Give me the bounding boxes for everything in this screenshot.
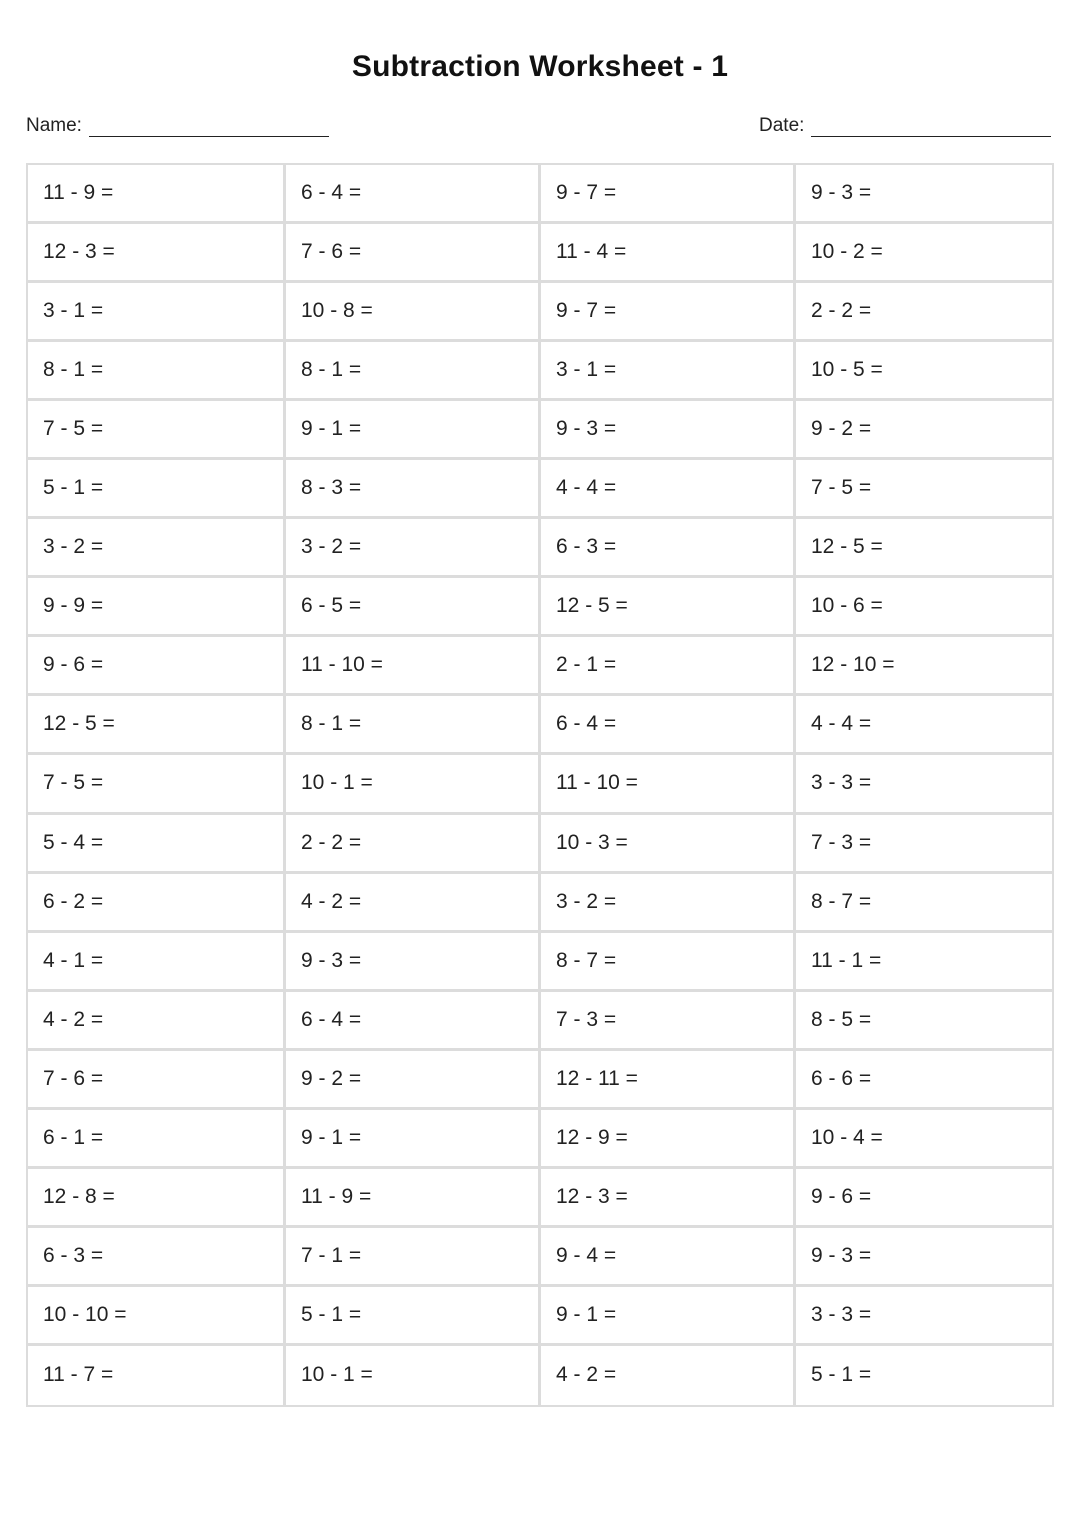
problem-cell[interactable]: 6 - 3 =: [28, 1228, 286, 1287]
problem-cell[interactable]: 6 - 3 =: [541, 519, 796, 578]
problem-cell[interactable]: 8 - 1 =: [28, 342, 286, 401]
problem-cell[interactable]: 4 - 2 =: [286, 874, 541, 933]
problem-cell[interactable]: 12 - 9 =: [541, 1110, 796, 1169]
problem-cell[interactable]: 2 - 2 =: [796, 283, 1052, 342]
date-field: [759, 115, 1051, 137]
problem-cell[interactable]: 9 - 1 =: [286, 401, 541, 460]
problem-cell[interactable]: 4 - 1 =: [28, 933, 286, 992]
problem-cell[interactable]: 10 - 2 =: [796, 224, 1052, 283]
problem-cell[interactable]: 3 - 3 =: [796, 755, 1052, 814]
problem-cell[interactable]: 6 - 1 =: [28, 1110, 286, 1169]
problem-grid: [26, 163, 1054, 1407]
problem-cell[interactable]: 12 - 5 =: [28, 696, 286, 755]
name-label: Name:: [26, 115, 82, 136]
problem-cell[interactable]: 11 - 4 =: [541, 224, 796, 283]
problem-cell[interactable]: 8 - 1 =: [286, 696, 541, 755]
meta-row: [26, 115, 1054, 145]
problem-cell[interactable]: 8 - 1 =: [286, 342, 541, 401]
problem-cell[interactable]: 10 - 1 =: [286, 1346, 541, 1405]
problem-cell[interactable]: 4 - 4 =: [796, 696, 1052, 755]
problem-cell[interactable]: 9 - 1 =: [286, 1110, 541, 1169]
problem-cell[interactable]: 4 - 4 =: [541, 460, 796, 519]
problem-cell[interactable]: 9 - 4 =: [541, 1228, 796, 1287]
problem-cell[interactable]: 3 - 2 =: [28, 519, 286, 578]
problem-cell[interactable]: 12 - 5 =: [541, 578, 796, 637]
problem-cell[interactable]: 11 - 10 =: [541, 755, 796, 814]
problem-cell[interactable]: 10 - 1 =: [286, 755, 541, 814]
problem-cell[interactable]: 10 - 6 =: [796, 578, 1052, 637]
problem-cell[interactable]: 4 - 2 =: [28, 992, 286, 1051]
problem-cell[interactable]: 5 - 4 =: [28, 815, 286, 874]
problem-cell[interactable]: 10 - 3 =: [541, 815, 796, 874]
problem-cell[interactable]: 12 - 5 =: [796, 519, 1052, 578]
problem-cell[interactable]: 7 - 5 =: [796, 460, 1052, 519]
problem-cell[interactable]: 9 - 2 =: [796, 401, 1052, 460]
problem-cell[interactable]: 9 - 6 =: [796, 1169, 1052, 1228]
problem-cell[interactable]: 11 - 7 =: [28, 1346, 286, 1405]
problem-cell[interactable]: 6 - 4 =: [286, 992, 541, 1051]
problem-cell[interactable]: 9 - 3 =: [796, 165, 1052, 224]
worksheet-title: Subtraction Worksheet - 1: [351, 50, 729, 83]
problem-cell[interactable]: 9 - 2 =: [286, 1051, 541, 1110]
date-label: Date:: [759, 115, 805, 136]
problem-cell[interactable]: 9 - 7 =: [541, 165, 796, 224]
problem-cell[interactable]: 10 - 10 =: [28, 1287, 286, 1346]
problem-cell[interactable]: 9 - 6 =: [28, 637, 286, 696]
problem-cell[interactable]: 9 - 9 =: [28, 578, 286, 637]
problem-cell[interactable]: 7 - 5 =: [28, 401, 286, 460]
problem-cell[interactable]: 6 - 4 =: [541, 696, 796, 755]
problem-cell[interactable]: 5 - 1 =: [286, 1287, 541, 1346]
problem-cell[interactable]: 8 - 7 =: [796, 874, 1052, 933]
problem-cell[interactable]: 7 - 3 =: [796, 815, 1052, 874]
name-field: [26, 115, 329, 137]
problem-cell[interactable]: 6 - 6 =: [796, 1051, 1052, 1110]
problem-cell[interactable]: 7 - 1 =: [286, 1228, 541, 1287]
problem-cell[interactable]: 9 - 7 =: [541, 283, 796, 342]
problem-cell[interactable]: 12 - 3 =: [28, 224, 286, 283]
problem-cell[interactable]: 3 - 1 =: [28, 283, 286, 342]
problem-cell[interactable]: 3 - 1 =: [541, 342, 796, 401]
problem-cell[interactable]: 12 - 3 =: [541, 1169, 796, 1228]
problem-cell[interactable]: 9 - 3 =: [541, 401, 796, 460]
date-input-line[interactable]: [811, 116, 1051, 137]
problem-cell[interactable]: 9 - 1 =: [541, 1287, 796, 1346]
name-input-line[interactable]: [89, 116, 329, 137]
problem-cell[interactable]: 9 - 3 =: [796, 1228, 1052, 1287]
problem-cell[interactable]: 10 - 5 =: [796, 342, 1052, 401]
problem-cell[interactable]: 7 - 6 =: [286, 224, 541, 283]
problem-cell[interactable]: 8 - 3 =: [286, 460, 541, 519]
problem-cell[interactable]: 7 - 5 =: [28, 755, 286, 814]
problem-cell[interactable]: 6 - 2 =: [28, 874, 286, 933]
problem-cell[interactable]: 3 - 2 =: [286, 519, 541, 578]
problem-cell[interactable]: 6 - 5 =: [286, 578, 541, 637]
problem-cell[interactable]: 8 - 7 =: [541, 933, 796, 992]
problem-cell[interactable]: 8 - 5 =: [796, 992, 1052, 1051]
problem-cell[interactable]: 12 - 10 =: [796, 637, 1052, 696]
problem-cell[interactable]: 5 - 1 =: [28, 460, 286, 519]
problem-cell[interactable]: 5 - 1 =: [811, 1363, 872, 1387]
problem-cell[interactable]: 7 - 3 =: [541, 992, 796, 1051]
problem-cell[interactable]: 10 - 4 =: [796, 1110, 1052, 1169]
problem-cell[interactable]: 9 - 3 =: [286, 933, 541, 992]
problem-cell[interactable]: 4 - 2 =: [541, 1346, 796, 1405]
problem-cell[interactable]: 11 - 1 =: [796, 933, 1052, 992]
problem-cell[interactable]: 3 - 2 =: [541, 874, 796, 933]
problem-cell[interactable]: 11 - 9 =: [286, 1169, 541, 1228]
problem-cell[interactable]: 12 - 8 =: [28, 1169, 286, 1228]
problem-cell[interactable]: 12 - 11 =: [541, 1051, 796, 1110]
problem-cell[interactable]: 2 - 1 =: [541, 637, 796, 696]
problem-cell[interactable]: 10 - 8 =: [286, 283, 541, 342]
problem-cell[interactable]: 7 - 6 =: [28, 1051, 286, 1110]
problem-cell[interactable]: 11 - 10 =: [286, 637, 541, 696]
problem-cell[interactable]: 11 - 9 =: [28, 165, 286, 224]
problem-cell[interactable]: 6 - 4 =: [286, 165, 541, 224]
problem-cell[interactable]: 3 - 3 =: [796, 1287, 1052, 1346]
problem-cell[interactable]: 2 - 2 =: [286, 815, 541, 874]
